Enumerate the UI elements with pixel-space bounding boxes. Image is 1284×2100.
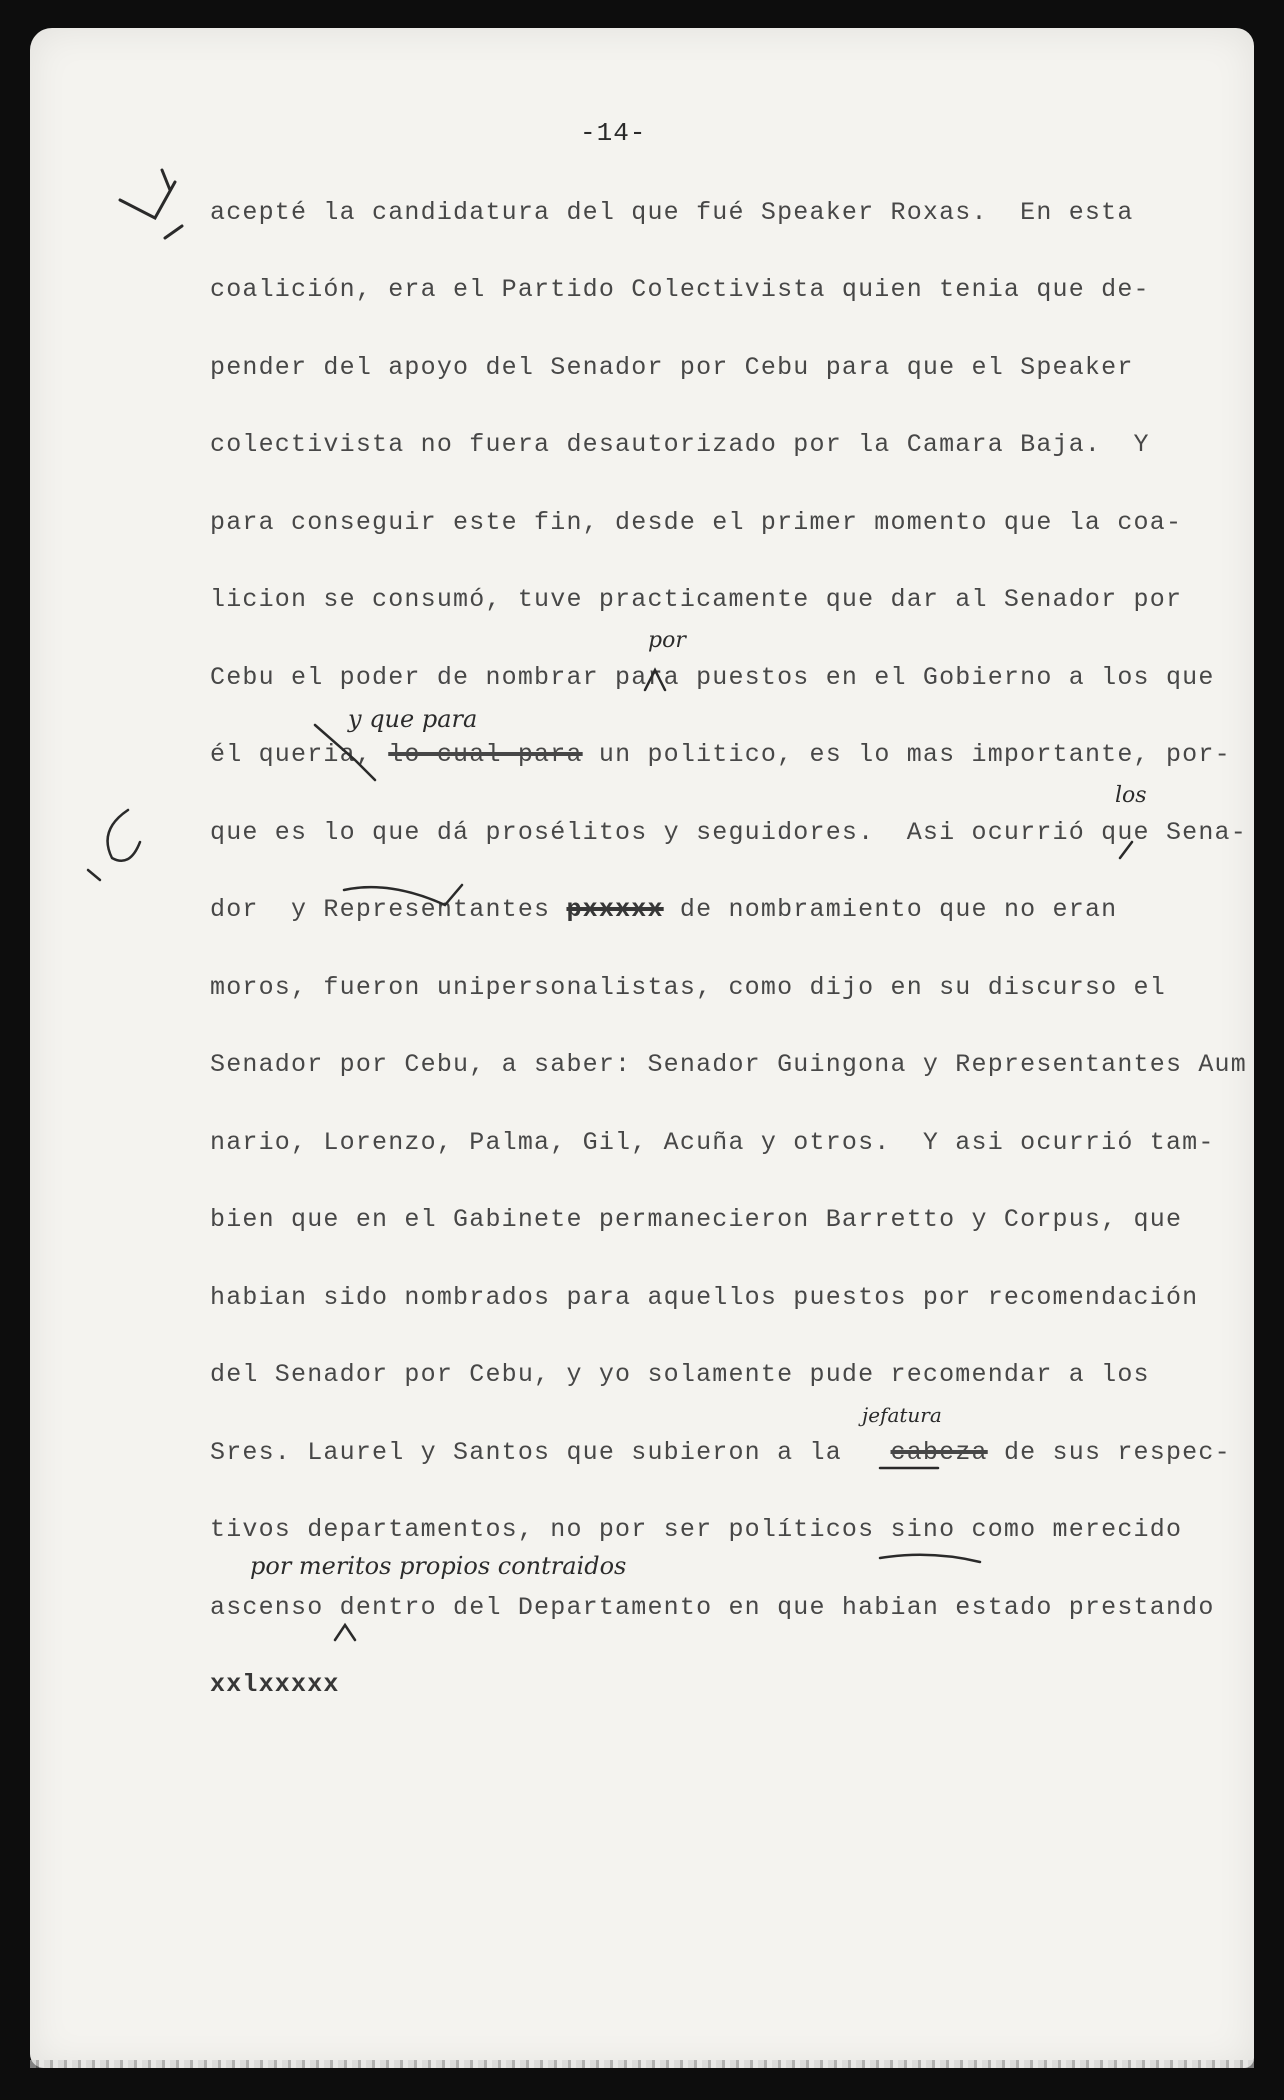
struck-text-3: cabeza: [890, 1438, 988, 1467]
check-mark-icon: [120, 170, 182, 238]
correction-stroke-icon: [344, 885, 980, 1562]
text-line-4: colectivista no fuera desautorizado por la Camara Baja. Y: [210, 430, 1150, 459]
text-line-2: coalición, era el Partido Colectivista quien tenia que de-: [210, 275, 1150, 304]
margin-bracket-icon: [88, 810, 140, 880]
line-10-tail: de nombramiento que no eran: [679, 895, 1118, 924]
text-line-18: tivos departamentos, no por ser políticos sino como merecido: [210, 1515, 1183, 1544]
page-number: -14-: [580, 118, 647, 148]
text-line-12: Senador por Cebu, a saber: Senador Guingona y Representantes Aum: [210, 1050, 1247, 1079]
struck-text: lo cual para: [388, 740, 583, 769]
text-line-14: bien que en el Gabinete permanecieron Barretto y Corpus, que: [210, 1205, 1183, 1234]
line-8-start: él queria,: [210, 740, 373, 769]
line-17-start: Sres. Laurel y Santos que subieron a la: [210, 1438, 842, 1467]
handwritten-note-2: y que para: [348, 705, 478, 733]
text-line-16: del Senador por Cebu, y yo solamente pude recomendar a los: [210, 1360, 1150, 1389]
handwritten-note-4: jefatura: [862, 1403, 942, 1427]
struck-text-2: pxxxxx: [566, 895, 664, 924]
text-line-11: moros, fueron unipersonalistas, como dijo en su discurso el: [210, 973, 1166, 1002]
text-line-9: que es lo que dá prosélitos y seguidores. Asi ocurrió que Sena-: [210, 818, 1247, 847]
text-line-3: pender del apoyo del Senador por Cebu para que el Speaker: [210, 353, 1134, 382]
line-10-start: dor: [210, 895, 259, 924]
text-line-5: para conseguir este fin, desde el primer momento que la coa-: [210, 508, 1183, 537]
text-line-1: acepté la candidatura del que fué Speaker Roxas. En esta: [210, 198, 1134, 227]
text-line-13: nario, Lorenzo, Palma, Gil, Acuña y otros. Y asi ocurrió tam-: [210, 1128, 1215, 1157]
text-line-6: licion se consumó, tuve practicamente que dar al Senador por: [210, 585, 1183, 614]
text-line-19: ascenso dentro del Departamento en que habian estado prestando: [210, 1593, 1215, 1622]
line-17-tail: de sus respec-: [1003, 1438, 1231, 1467]
text-line-7: Cebu el poder de nombrar para puestos en el Gobierno a los que: [210, 663, 1215, 692]
handwritten-note-5: por meritos propios contraidos: [250, 1552, 627, 1580]
handwritten-note-1: por: [648, 628, 686, 653]
text-line-20: xxlxxxxx: [210, 1670, 340, 1699]
line-8-rest: un politico, es lo mas importante, por-: [598, 740, 1231, 769]
line-10-mid: y Representantes: [291, 895, 551, 924]
text-line-15: habian sido nombrados para aquellos puestos por recomendación: [210, 1283, 1199, 1312]
insertion-caret-icon: [315, 670, 1132, 1640]
handwritten-note-3: los: [1115, 783, 1147, 808]
